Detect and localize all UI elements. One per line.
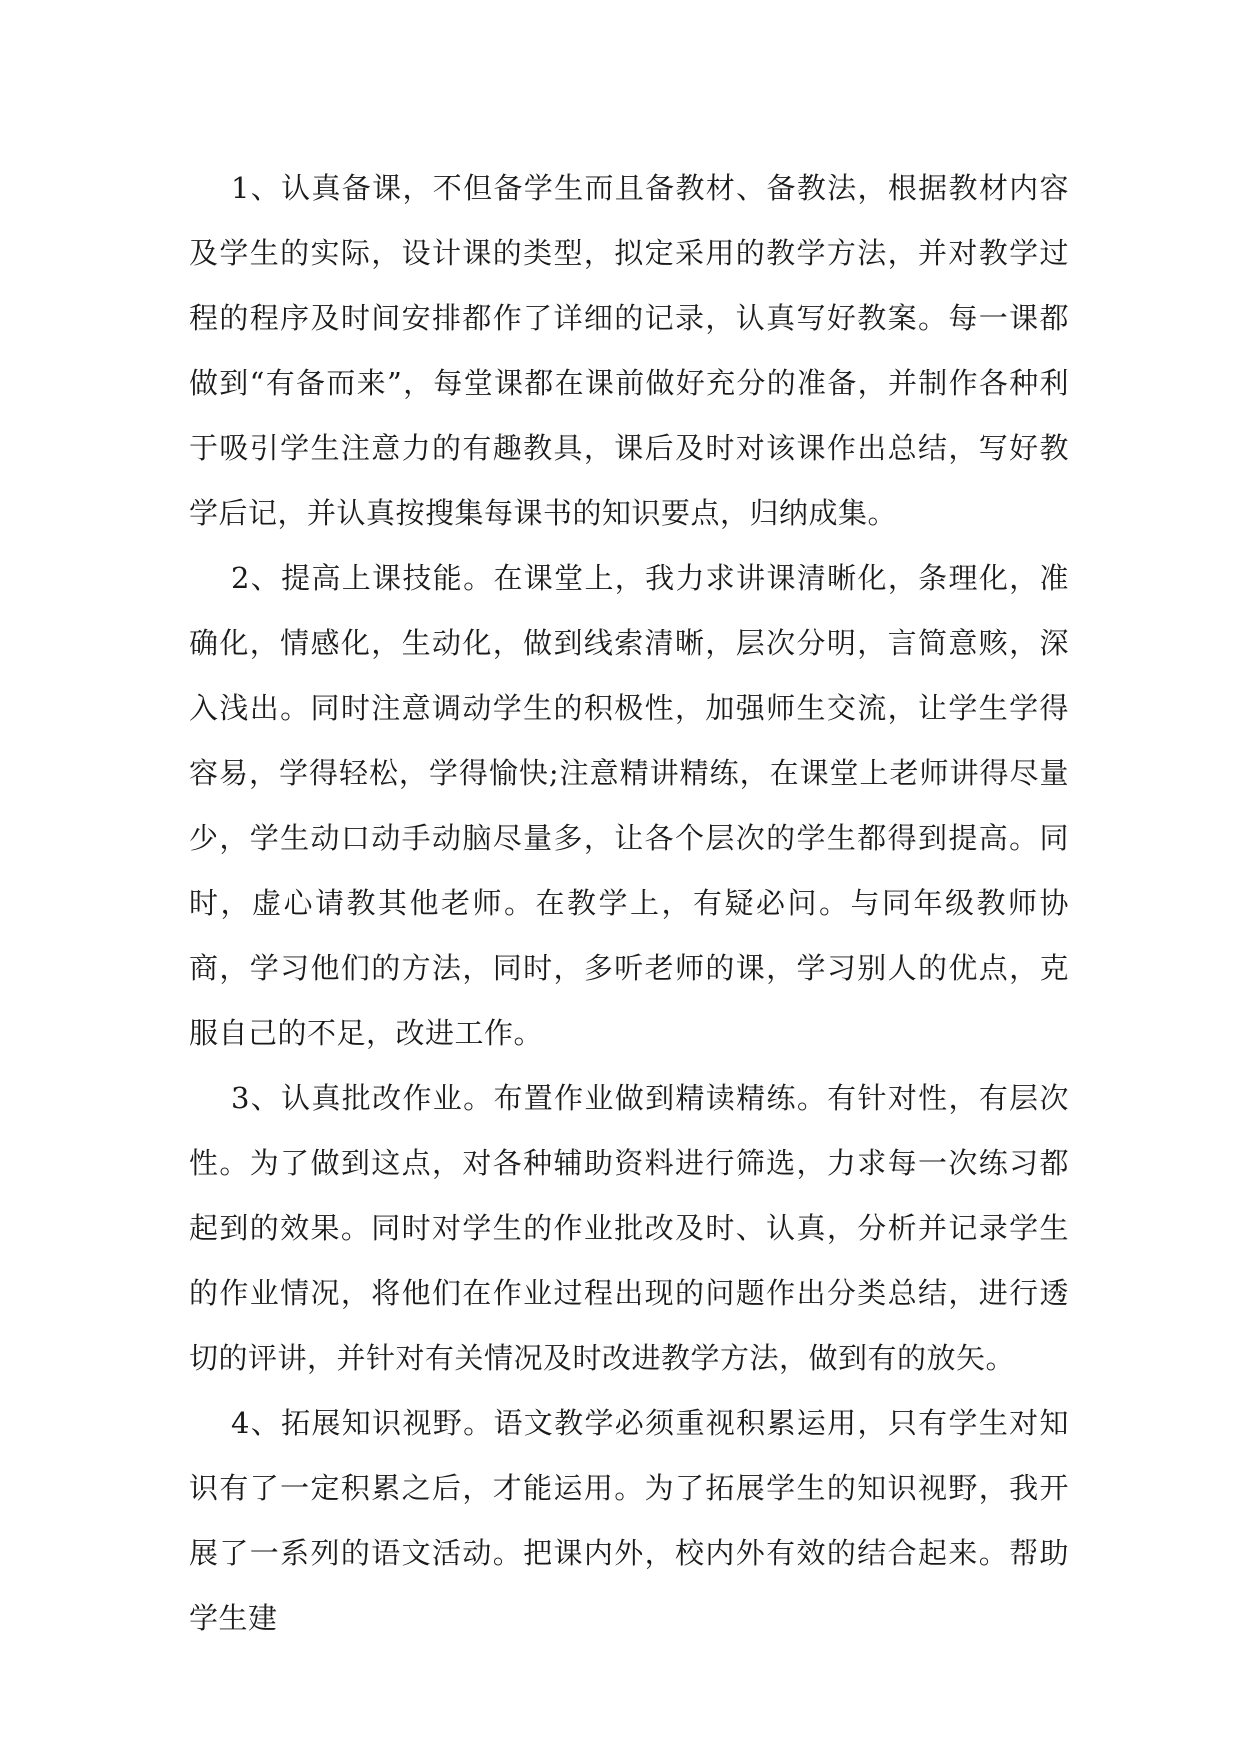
paragraph-1: 1、认真备课，不但备学生而且备教材、备教法，根据教材内容及学生的实际，设计课的类型，拟定采用的教学方法，并对教学过程的程序及时间安排都作了详细的记录，认真写好教案。每一课都做到“有备而来”，每堂课都在课前做好充分的准备，并制作各种利于吸引学生注意力的有趣教具，课后及时对该课作出总结，写好教学后记，并认真按搜集每课书的知识要点，归纳成集。 <box>189 171 1069 530</box>
paragraph-4: 4、拓展知识视野。语文教学必须重视积累运用，只有学生对知识有了一定积累之后，才能运用。为了拓展学生的知识视野，我开展了一系列的语文活动。把课内外，校内外有效的结合起来。帮助学生建 <box>189 1406 1069 1635</box>
paragraph-3: 3、认真批改作业。布置作业做到精读精练。有针对性，有层次性。为了做到这点，对各种辅助资料进行筛选，力求每一次练习都起到的效果。同时对学生的作业批改及时、认真，分析并记录学生的作业情况，将他们在作业过程出现的问题作出分类总结，进行透切的评讲，并针对有关情况及时改进教学方法，做到有的放矢。 <box>189 1081 1069 1375</box>
paragraph-2: 2、提高上课技能。在课堂上，我力求讲课清晰化，条理化，准确化，情感化，生动化，做到线索清晰，层次分明，言简意赅，深入浅出。同时注意调动学生的积极性，加强师生交流，让学生学得容易，学得轻松，学得愉快;注意精讲精练，在课堂上老师讲得尽量少，学生动口动手动脑尽量多，让各个层次的学生都得到提高。同时，虚心请教其他老师。在教学上，有疑必问。与同年级教师协商，学习他们的方法，同时，多听老师的课，学习别人的优点，克服自己的不足，改进工作。 <box>189 561 1069 1050</box>
document-body <box>189 156 1069 1651</box>
